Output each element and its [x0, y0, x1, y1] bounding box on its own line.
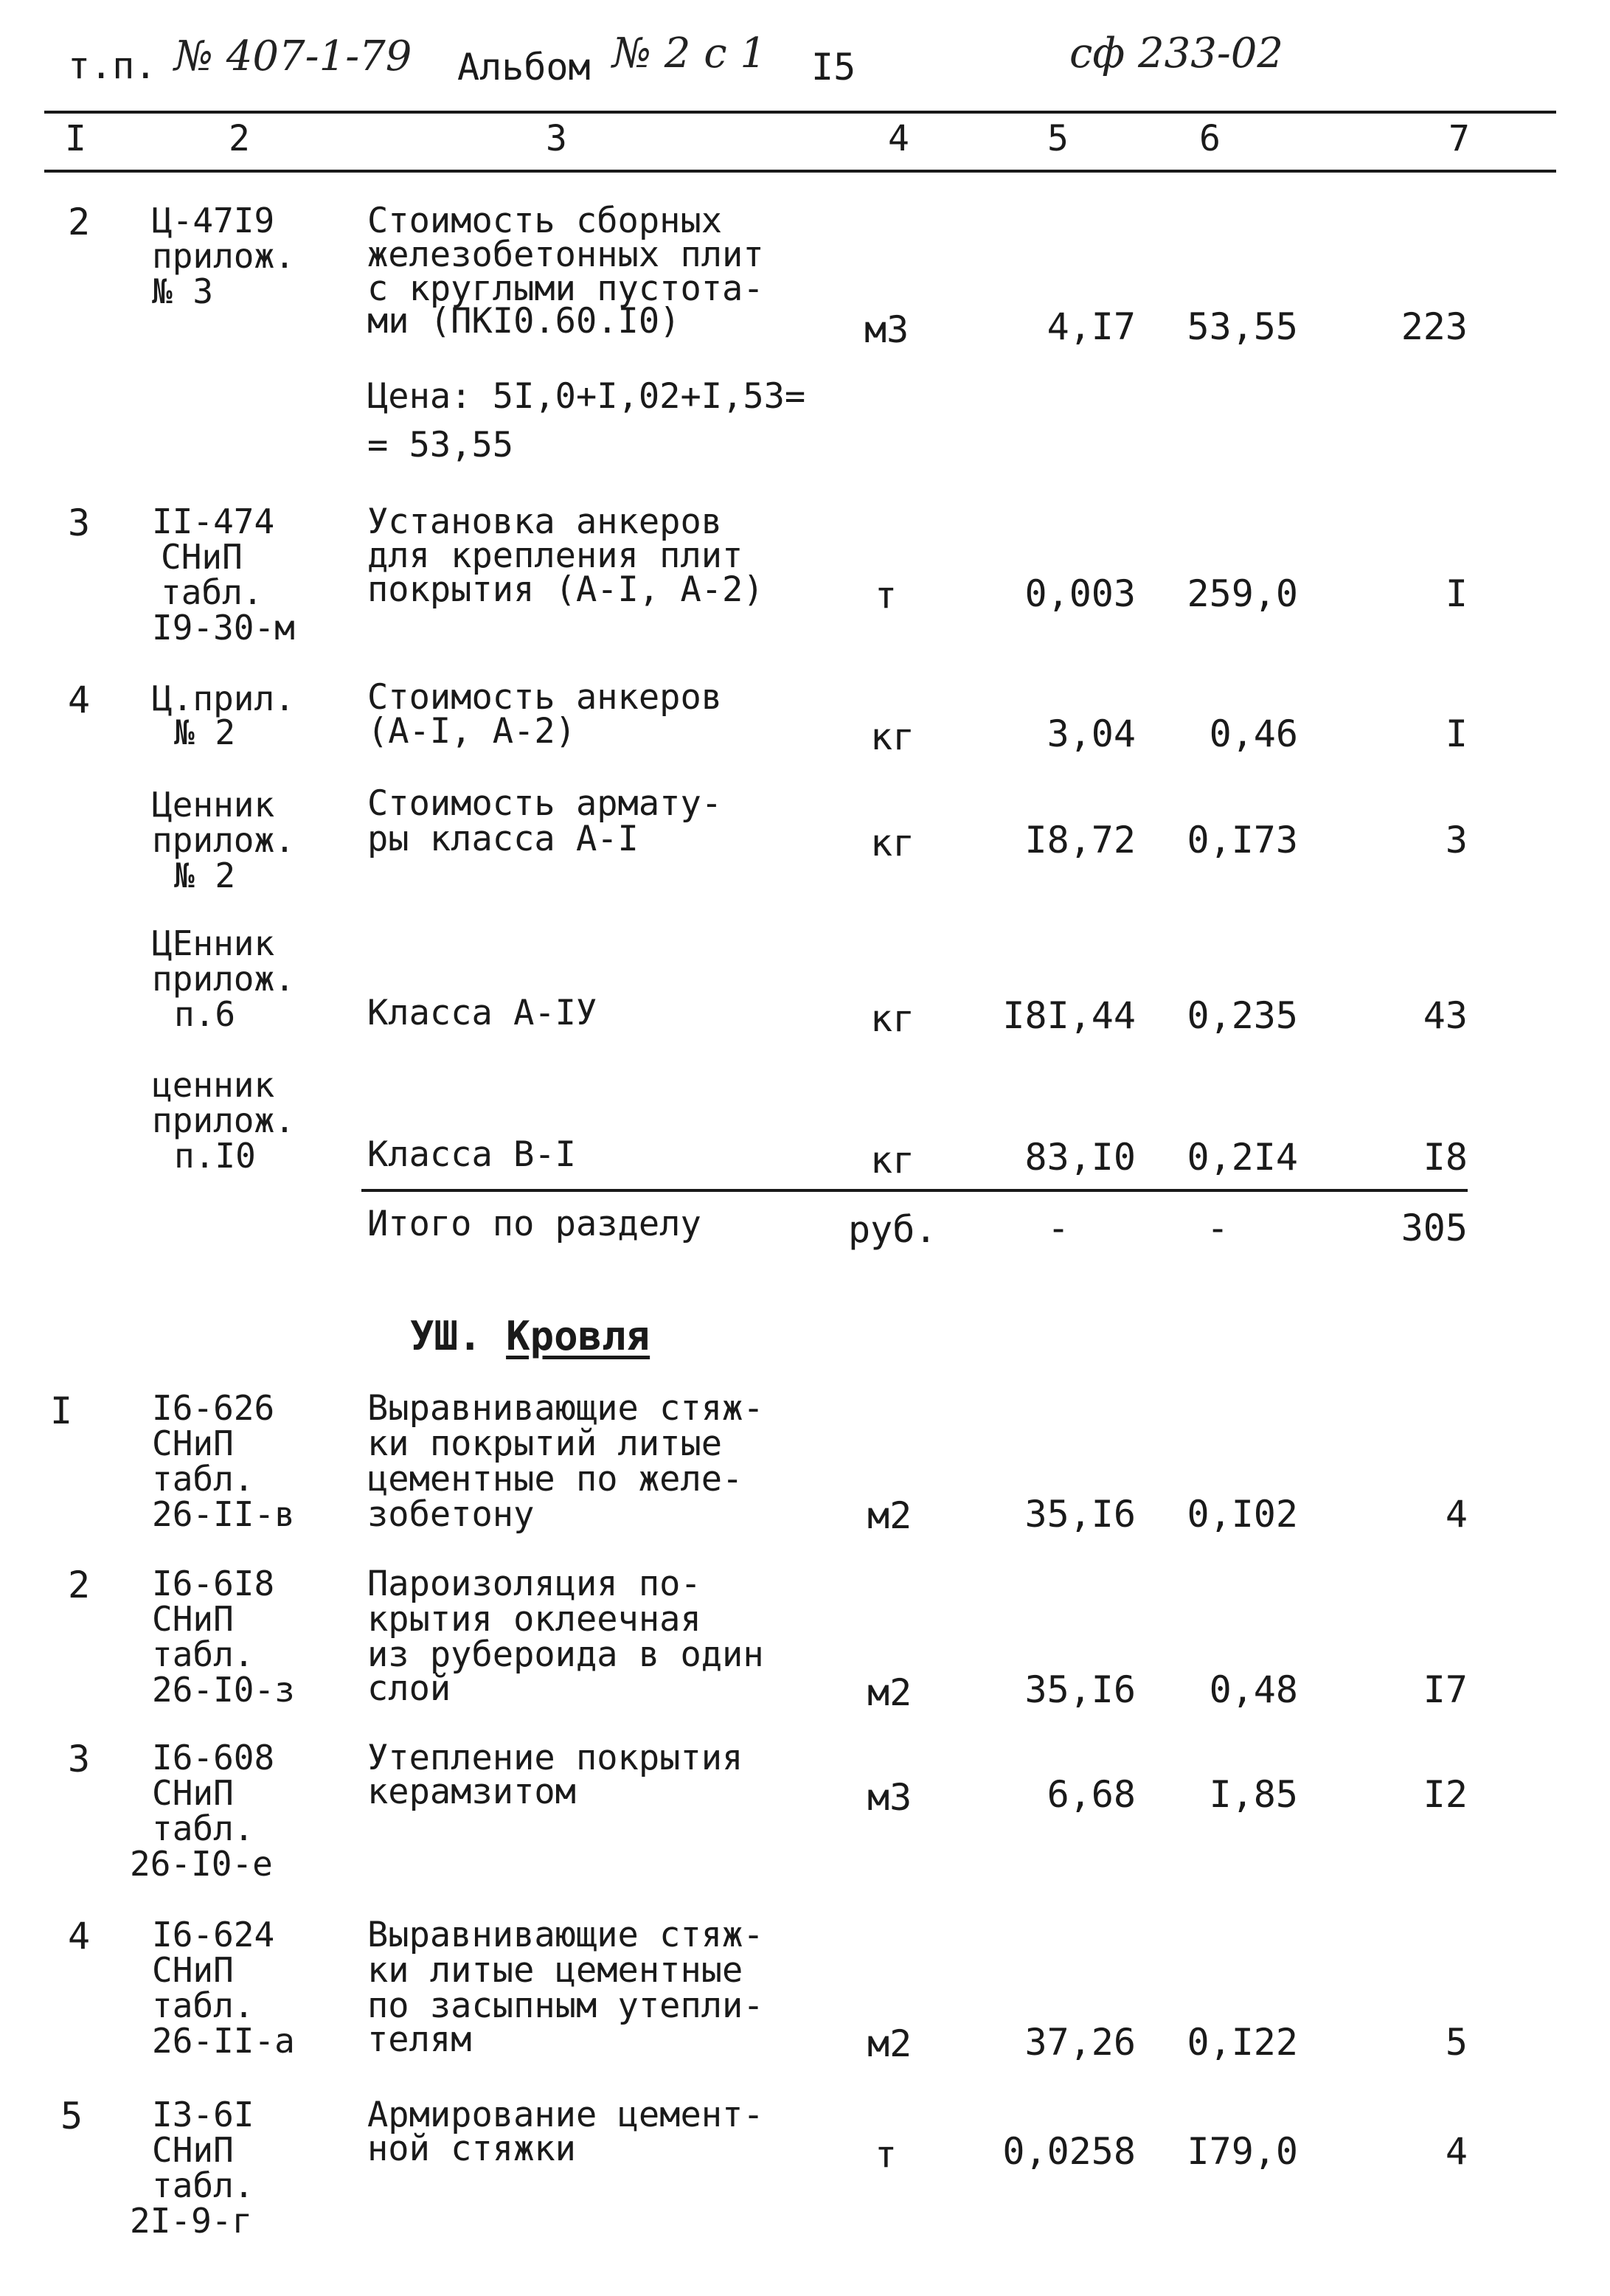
unit-cell: т [875, 574, 898, 617]
price-cell: 0,2I4 [1187, 1136, 1298, 1179]
quantity-cell: 83,I0 [1024, 1136, 1136, 1179]
quantity-cell: 4,I7 [1047, 305, 1136, 348]
description-line: зобетону [367, 1494, 535, 1535]
total-qty-cell: - [1047, 1207, 1070, 1249]
page-number: I5 [811, 46, 856, 89]
total-rule [361, 1189, 1468, 1192]
unit-cell: м2 [867, 1494, 912, 1537]
col-num-4: 4 [888, 118, 909, 159]
total-cell: 4 [1445, 2130, 1468, 2173]
reference-line: п.I0 [174, 1136, 256, 1176]
reference-line: прилож. [152, 236, 295, 276]
unit-cell: кг [870, 822, 915, 864]
total-cell: 3 [1445, 819, 1468, 861]
col-num-5: 5 [1047, 118, 1069, 159]
description-line: с круглыми пустота- [367, 268, 764, 309]
reference-line: I9-30-м [152, 608, 295, 648]
section-heading [410, 1313, 650, 1359]
description-line: ки покрытий литые [367, 1423, 723, 1464]
quantity-cell: 35,I6 [1024, 1493, 1136, 1536]
description-line: ры класса А-I [367, 819, 639, 859]
reference-line: 26-I0-з [152, 1670, 295, 1710]
reference-line: I3-6I [152, 2095, 254, 2134]
unit-cell: м2 [867, 1671, 912, 1714]
row-number: 2 [68, 201, 91, 243]
description-line: керамзитом [367, 1772, 576, 1812]
col-num-2: 2 [229, 118, 250, 159]
row-number: 4 [68, 679, 91, 721]
price-cell: I,85 [1209, 1773, 1298, 1816]
col-num-3: 3 [546, 118, 567, 159]
col-num-7: 7 [1448, 118, 1470, 159]
reference-line: табл. [152, 1459, 254, 1499]
description-line: Установка анкеров [367, 502, 723, 542]
reference-line: № 3 [152, 271, 214, 311]
description-line: телям [367, 2019, 472, 2060]
description-line: слой [367, 1668, 451, 1709]
section-numeral: УШ. [410, 1313, 482, 1359]
header-rule-bottom [44, 170, 1556, 173]
unit-cell: т [875, 2133, 898, 2176]
description-line: цементные по желе- [367, 1459, 743, 1499]
row-number: 5 [60, 2095, 83, 2137]
section-total-label: Итого по разделу [367, 1204, 701, 1244]
price-cell: 0,I73 [1187, 819, 1298, 861]
row-number: 2 [68, 1564, 91, 1606]
row-number: 4 [68, 1915, 91, 1957]
reference-line: прилож. [152, 820, 295, 860]
row-number: 3 [68, 502, 91, 544]
reference-line: табл. [152, 1985, 254, 2025]
description-line: покрытия (А-I, А-2) [367, 569, 764, 610]
tp-number: № 407-1-79 [174, 32, 412, 80]
unit-cell: кг [870, 715, 915, 758]
reference-line: прилож. [152, 1100, 295, 1140]
reference-line: табл. [161, 572, 263, 612]
reference-line: II-474 [152, 502, 275, 541]
reference-line: табл. [152, 1808, 254, 1848]
reference-line: 26-II-а [152, 2021, 295, 2061]
description-line: железобетонных плит [367, 235, 764, 275]
reference-line: Ц.прил. [152, 679, 295, 718]
total-cell: 4 [1445, 1493, 1468, 1536]
reference-line: табл. [152, 1634, 254, 1674]
description-line: Выравнивающие стяж- [367, 1915, 764, 1955]
row-number: I [50, 1390, 73, 1432]
reference-line: 26-I0-е [130, 1844, 273, 1884]
description-line: Класса А-IУ [367, 993, 597, 1033]
quantity-cell: I8I,44 [1002, 994, 1136, 1037]
reference-line: прилож. [152, 959, 295, 999]
price-cell: 0,48 [1209, 1668, 1298, 1711]
description-line: Армирование цемент- [367, 2095, 764, 2135]
reference-line: СНиП [152, 1950, 234, 1990]
total-cell: 223 [1401, 305, 1468, 348]
reference-line: СНиП [152, 1599, 234, 1639]
reference-line: ценник [152, 1065, 275, 1105]
unit-cell: кг [870, 1139, 915, 1182]
doc-code: сф 233-02 [1069, 30, 1284, 77]
description-line: крытия оклеечная [367, 1599, 701, 1640]
description-line: ной стяжки [367, 2129, 576, 2169]
unit-cell: м3 [867, 1776, 912, 1819]
reference-line: № 2 [174, 712, 236, 752]
reference-line: СНиП [152, 1773, 234, 1813]
reference-line: Ценник [152, 785, 275, 825]
price-cell: I79,0 [1187, 2130, 1298, 2173]
description-line: Класса В-I [367, 1134, 576, 1175]
quantity-cell: 37,26 [1024, 2021, 1136, 2064]
description-line: Стоимость анкеров [367, 677, 723, 718]
description-line: Стоимость сборных [367, 201, 723, 241]
col-num-1: I [65, 118, 86, 159]
description-line: Стоимость армату- [367, 783, 723, 824]
description-line: Утепление покрытия [367, 1738, 743, 1778]
reference-line: Ц-47I9 [152, 201, 275, 240]
reference-line: I6-6I8 [152, 1564, 275, 1603]
quantity-cell: 0,0258 [1002, 2130, 1136, 2173]
description-line: Пароизоляция по- [367, 1564, 701, 1604]
total-cell: I2 [1423, 1773, 1468, 1816]
quantity-cell: I8,72 [1024, 819, 1136, 861]
total-unit-cell: руб. [848, 1208, 937, 1251]
price-note-line: = 53,55 [367, 425, 514, 465]
total-cell: I [1445, 572, 1468, 615]
description-line: (А-I, А-2) [367, 711, 576, 752]
description-line: ми (ПКI0.60.I0) [367, 301, 681, 341]
description-line: из рубероида в один [367, 1634, 764, 1675]
reference-line: СНиП [161, 537, 243, 577]
quantity-cell: 35,I6 [1024, 1668, 1136, 1711]
price-cell: 53,55 [1187, 305, 1298, 348]
album-number: № 2 с 1 [612, 30, 767, 77]
reference-line: I6-626 [152, 1388, 275, 1428]
price-cell: 259,0 [1187, 572, 1298, 615]
quantity-cell: 0,003 [1024, 572, 1136, 615]
reference-line: № 2 [174, 856, 236, 895]
description-line: для крепления плит [367, 535, 743, 576]
reference-line: 26-II-в [152, 1494, 295, 1534]
total-cell: I7 [1423, 1668, 1468, 1711]
price-cell: 0,I02 [1187, 1493, 1298, 1536]
description-line: ки литые цементные [367, 1950, 743, 1991]
row-number: 3 [68, 1738, 91, 1780]
reference-line: СНиП [152, 2130, 234, 2170]
total-cell: 5 [1445, 2021, 1468, 2064]
tp-label: т.п. [68, 44, 157, 87]
reference-line: п.6 [174, 994, 236, 1034]
section-total-value: 305 [1401, 1207, 1468, 1249]
total-cell: 43 [1423, 994, 1468, 1037]
unit-cell: кг [870, 997, 915, 1040]
quantity-cell: 6,68 [1047, 1773, 1136, 1816]
price-cell: 0,I22 [1187, 2021, 1298, 2064]
total-cell: I8 [1423, 1136, 1468, 1179]
price-cell: 0,235 [1187, 994, 1298, 1037]
total-price-cell: - [1207, 1207, 1229, 1249]
unit-cell: м2 [867, 2022, 912, 2065]
description-line: Выравнивающие стяж- [367, 1388, 764, 1429]
reference-line: I6-608 [152, 1738, 275, 1778]
reference-line: 2I-9-г [130, 2201, 253, 2241]
quantity-cell: 3,04 [1047, 712, 1136, 755]
unit-cell: м3 [864, 308, 909, 351]
section-title: Кровля [506, 1313, 650, 1359]
header-rule-top [44, 111, 1556, 114]
reference-line: СНиП [152, 1423, 234, 1463]
album-label: Альбом [457, 46, 591, 89]
reference-line: табл. [152, 2165, 254, 2205]
description-line: по засыпным утепли- [367, 1985, 764, 2026]
reference-line: I6-624 [152, 1915, 275, 1955]
price-note-line: Цена: 5I,0+I,02+I,53= [367, 376, 806, 417]
price-cell: 0,46 [1209, 712, 1298, 755]
col-num-6: 6 [1199, 118, 1221, 159]
total-cell: I [1445, 712, 1468, 755]
reference-line: ЦЕнник [152, 923, 275, 963]
